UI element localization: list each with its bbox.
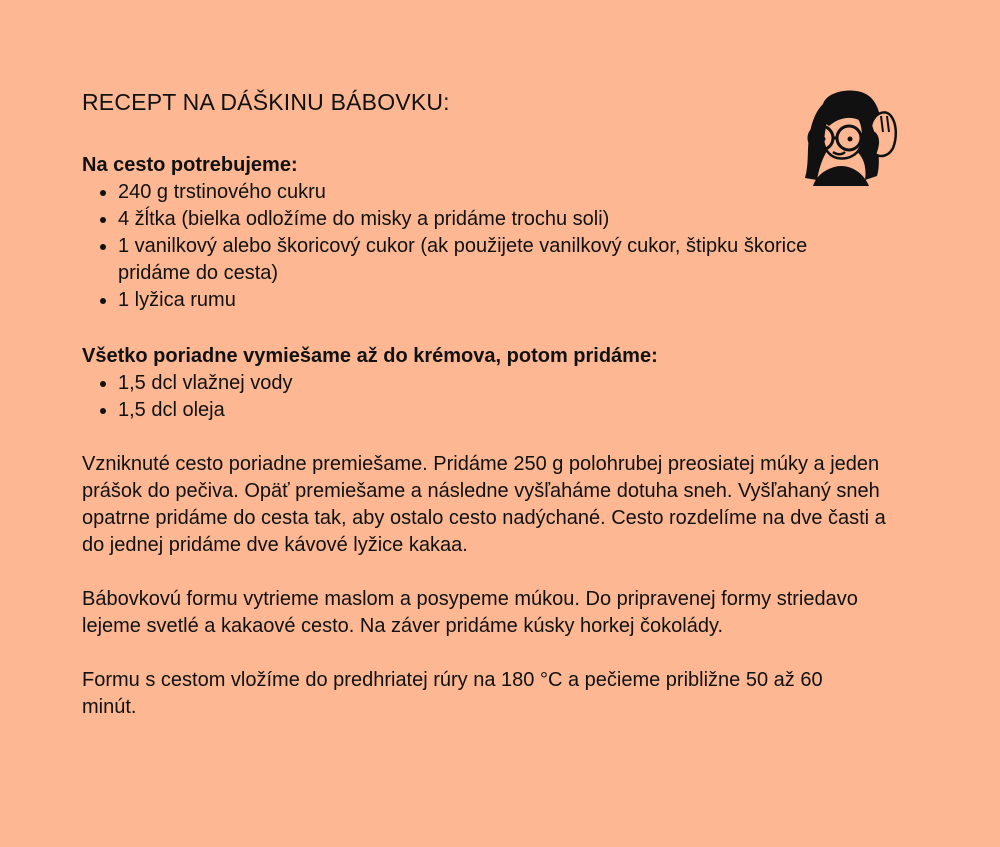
list-item: • 4 žĺtka (bielka odložíme do misky a pridáme trochu soli) bbox=[118, 206, 912, 233]
instructions-paragraph: Vzniknuté cesto poriadne premiešame. Pridáme 250 g polohrubej preosiatej múky a jeden prášok do pečiva. Opäť premiešame a následne vyšľaháme dotuha sneh. Vyšľahaný sneh opatrne pridáme do cesta tak, aby ostalo cesto nadýchané. Cesto rozdelíme na dve časti a do jednej pridáme dve kávové lyžice kakaa. bbox=[82, 453, 886, 556]
recipe-title: RECEPT NA DÁŠKINU BÁBOVKU: bbox=[82, 89, 450, 115]
list-item: • 1 lyžica rumu bbox=[118, 287, 912, 314]
list-item: • 1 vanilkový alebo škoricový cukor (ak použijete vanilkový cukor, štipku škorice pridáme do cesta) bbox=[118, 233, 878, 287]
girl-with-glasses-icon bbox=[793, 86, 911, 186]
list-item: • 1,5 dcl oleja bbox=[118, 397, 912, 424]
list-item: • 240 g trstinového cukru bbox=[118, 179, 912, 206]
ingredients-list bbox=[82, 179, 912, 314]
mix-list bbox=[82, 370, 912, 424]
ingredients-heading: Na cesto potrebujeme: bbox=[82, 154, 298, 176]
recipe-card bbox=[82, 86, 912, 721]
instructions-paragraph: Bábovkovú formu vytrieme maslom a posypeme múkou. Do pripravenej formy striedavo lejeme svetlé a kakaové cesto. Na záver pridáme kúsky horkej čokolády. bbox=[82, 588, 858, 637]
mix-heading: Všetko poriadne vymiešame až do krémova, potom pridáme: bbox=[82, 345, 658, 367]
list-item: • 1,5 dcl vlažnej vody bbox=[118, 370, 912, 397]
instructions-paragraph: Formu s cestom vložíme do predhriatej rúry na 180 °C a pečieme približne 50 až 60 minút. bbox=[82, 669, 823, 718]
